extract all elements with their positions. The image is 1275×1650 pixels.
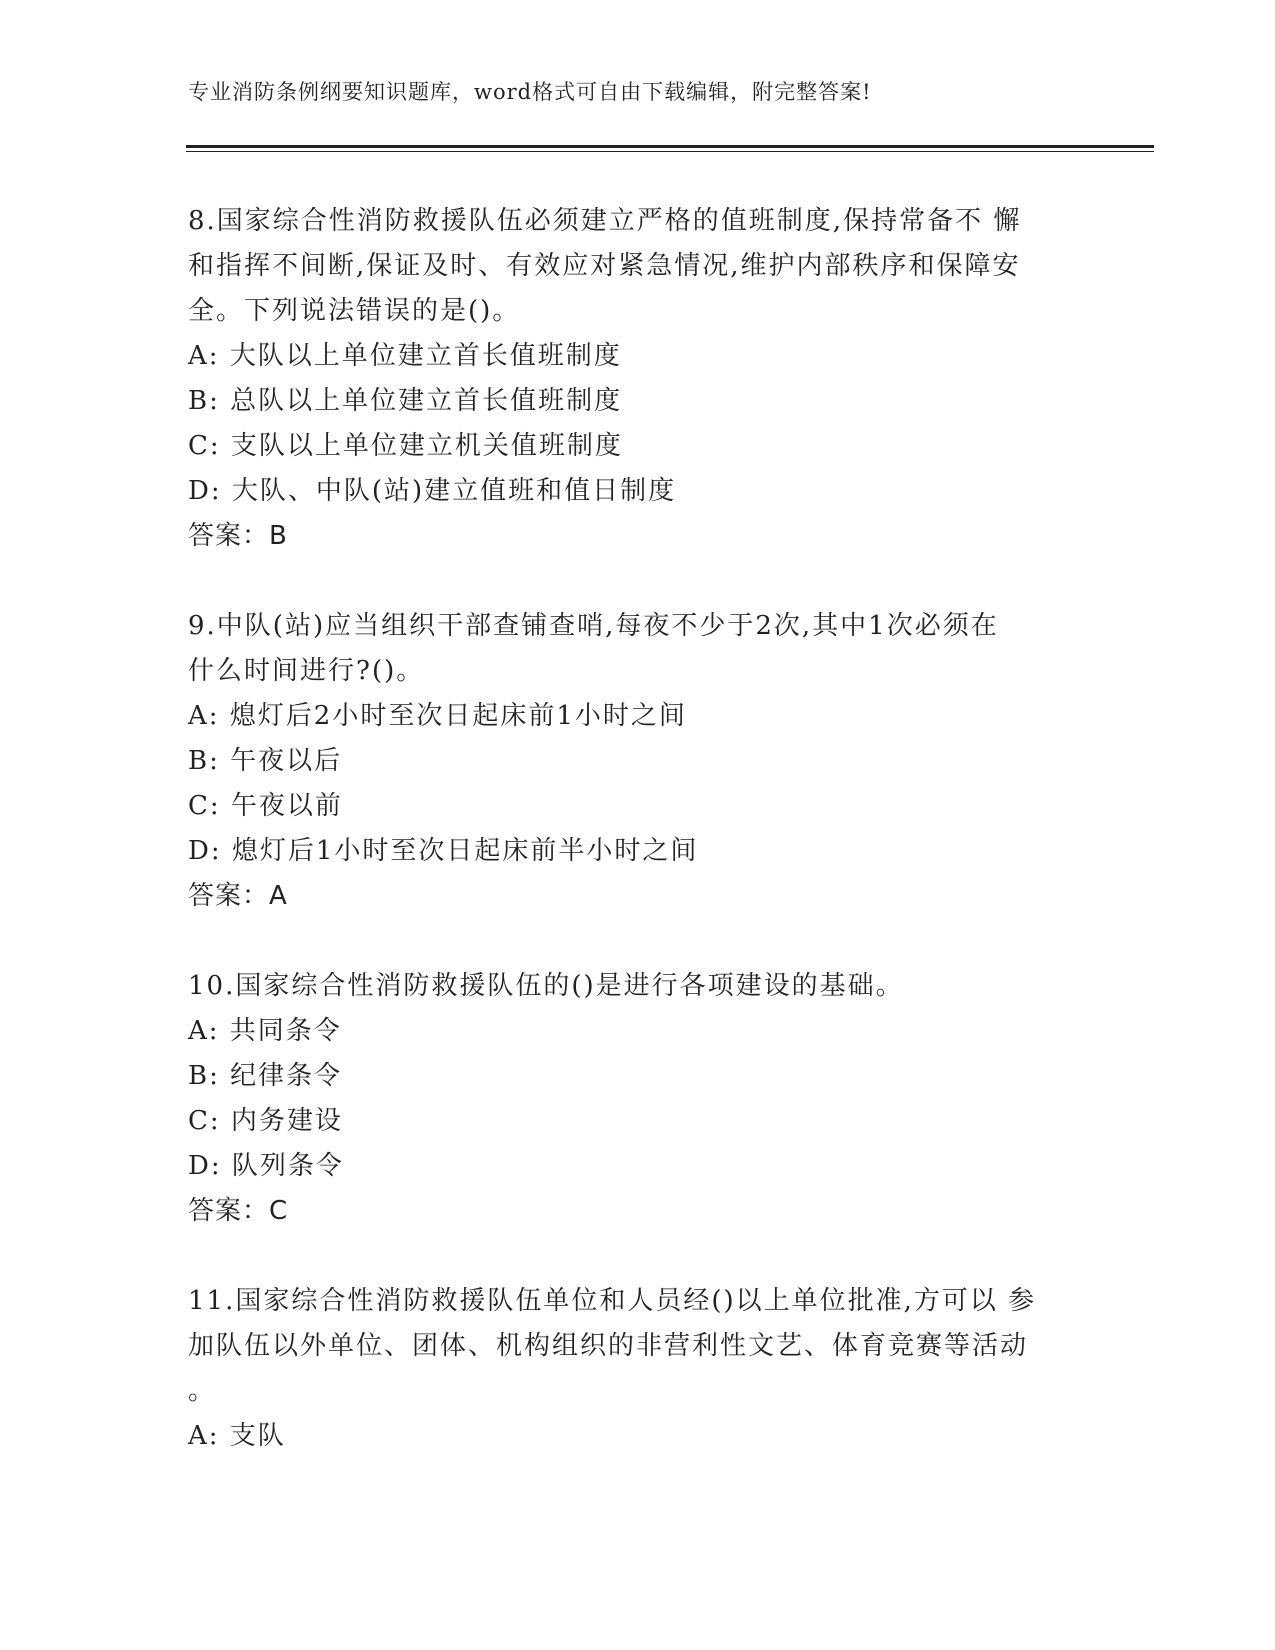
question-8-stem-line-3: 全。下列说法错误的是()。	[188, 296, 521, 326]
question-10-option-c: C: 内务建设	[188, 1106, 343, 1136]
question-9-option-d: D: 熄灯后1小时至次日起床前半小时之间	[188, 836, 699, 866]
question-10-answer: 答案：C	[188, 1196, 289, 1226]
question-10-option-b: B: 纪律条令	[188, 1061, 343, 1091]
question-11-stem-line-1: 11.国家综合性消防救援队伍单位和人员经()以上单位批准,方可以 参	[188, 1286, 1037, 1316]
question-8-option-d: D: 大队、中队(站)建立值班和值日制度	[188, 476, 677, 506]
question-8-option-c: C: 支队以上单位建立机关值班制度	[188, 431, 623, 461]
question-11-stem-line-3: 。	[188, 1376, 217, 1406]
question-8-answer: 答案：B	[188, 521, 288, 551]
question-11-stem-line-2: 加队伍以外单位、团体、机构组织的非营利性文艺、体育竞赛等活动	[188, 1331, 1029, 1361]
question-8-stem-line-2: 和指挥不间断,保证及时、有效应对紧急情况,维护内部秩序和保障安	[188, 251, 1021, 281]
question-8-stem-line-1: 8.国家综合性消防救援队伍必须建立严格的值班制度,保持常备不 懈	[188, 206, 1022, 236]
header-rule-thick	[186, 145, 1154, 148]
question-8-option-b: B: 总队以上单位建立首长值班制度	[188, 386, 623, 416]
question-10-option-d: D: 队列条令	[188, 1151, 344, 1181]
question-9-stem-line-2: 什么时间进行?()。	[188, 656, 425, 686]
question-9-option-a: A: 熄灯后2小时至次日起床前1小时之间	[188, 701, 687, 731]
page-header: 专业消防条例纲要知识题库，word格式可自由下载编辑，附完整答案!	[188, 80, 872, 104]
question-9-stem-line-1: 9.中队(站)应当组织干部查铺查哨,每夜不少于2次,其中1次必须在	[188, 611, 999, 641]
question-11-option-a: A: 支队	[188, 1421, 286, 1451]
question-8-option-a: A: 大队以上单位建立首长值班制度	[188, 341, 622, 371]
question-9-option-b: B: 午夜以后	[188, 746, 343, 776]
question-10-option-a: A: 共同条令	[188, 1016, 342, 1046]
header-rule-thin	[186, 151, 1154, 152]
question-9-answer: 答案：A	[188, 881, 288, 911]
question-10-stem-line-1: 10.国家综合性消防救援队伍的()是进行各项建设的基础。	[188, 971, 904, 1001]
question-9-option-c: C: 午夜以前	[188, 791, 343, 821]
